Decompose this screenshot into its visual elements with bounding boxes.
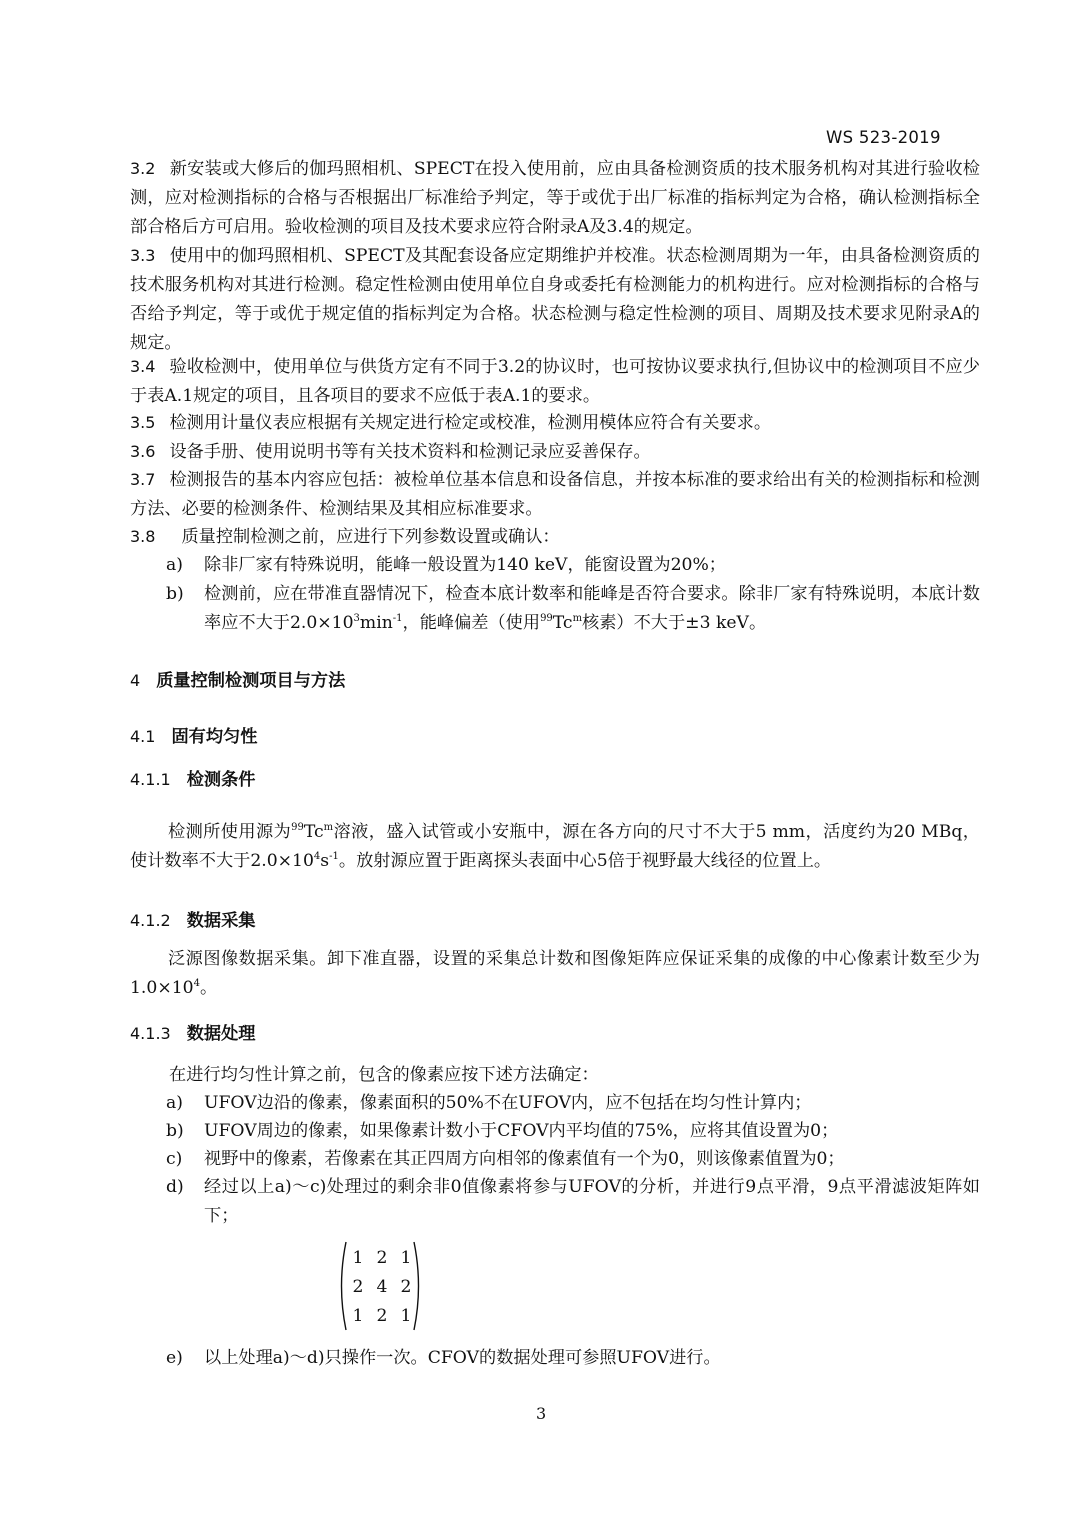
matrix-cell: 1 bbox=[400, 1306, 412, 1326]
matrix-row bbox=[348, 1302, 416, 1331]
section-heading-4-1-2 bbox=[130, 906, 255, 931]
clause-3-4 bbox=[130, 352, 980, 411]
section-heading-4-1-3 bbox=[130, 1019, 255, 1044]
clause-text: 质量控制检测之前，应进行下列参数设置或确认： bbox=[181, 527, 560, 547]
matrix-cell: 2 bbox=[352, 1277, 364, 1297]
matrix-cell: 1 bbox=[400, 1248, 412, 1268]
section-number: 4.1 bbox=[130, 727, 156, 746]
section-heading-4 bbox=[130, 666, 345, 691]
clause-number: 3.3 bbox=[130, 246, 156, 265]
section-number: 4.1.2 bbox=[130, 911, 171, 930]
list-item-text: 检测前，应在带准直器情况下，检查本底计数率和能峰是否符合要求。除非厂家有特殊说明，本底计数率应不大于$2.0\times 10^3\min^{-1}$，能峰偏差（使用$^{99}$Tc$^m$核素）不大于±3 keV。 bbox=[204, 584, 980, 633]
paragraph-4-1-3-intro: 在进行均匀性计算之前，包含的像素应按下述方法确定： bbox=[169, 1065, 599, 1085]
clause-text: 新安装或大修后的伽玛照相机、SPECT在投入使用前，应由具备检测资质的技术服务机构对其进行验收检测，应对检测指标的合格与否根据出厂标准给予判定，等于或优于出厂标准的指标判定为合格，确认检测指标全部合格后方可启用。验收检测的项目及技术要求应符合附录A及3.4的规定。 bbox=[130, 159, 980, 237]
matrix-cell: 1 bbox=[352, 1248, 364, 1268]
list-item-label: e) bbox=[166, 1348, 183, 1368]
list-item-label: d) bbox=[166, 1177, 184, 1197]
page-number: 3 bbox=[536, 1404, 547, 1423]
list-item-text: 除非厂家有特殊说明，能峰一般设置为140 keV，能窗设置为20%； bbox=[204, 555, 726, 575]
section-number: 4.1.3 bbox=[130, 1024, 171, 1043]
matrix-cell: 2 bbox=[376, 1248, 388, 1268]
clause-3-3 bbox=[130, 241, 980, 358]
clause-3-8 bbox=[130, 522, 980, 552]
paragraph-4-1-1: 检测所使用源为$^{99}$Tc$^m$溶液，盛入试管或小安瓶中，源在各方向的尺寸不大于5 mm，活度约为20 MBq，使计数率不大于$2.0\times 10^4s^{-1}$。放射源应置于距离探头表面中心5倍于视野最大线径的位置上。 bbox=[130, 822, 980, 871]
list-item bbox=[166, 1173, 980, 1231]
clause-number: 3.5 bbox=[130, 413, 156, 432]
section-heading-4-1 bbox=[130, 722, 257, 747]
clause-3-2 bbox=[130, 154, 980, 242]
standard-code: WS 523-2019 bbox=[826, 128, 941, 147]
section-title: 数据采集 bbox=[186, 911, 256, 931]
section-number: 4.1.1 bbox=[130, 770, 171, 789]
matrix-cell: 2 bbox=[376, 1306, 388, 1326]
clause-number: 3.7 bbox=[130, 470, 156, 489]
section-heading-4-1-1 bbox=[130, 765, 255, 790]
section-title: 质量控制检测项目与方法 bbox=[156, 671, 346, 691]
list-item bbox=[166, 580, 980, 638]
section-title: 固有均匀性 bbox=[171, 727, 258, 747]
clause-number: 3.6 bbox=[130, 442, 156, 461]
list-item-text: 视野中的像素，若像素在其正四周方向相邻的像素值有一个为0，则该像素值置为0； bbox=[204, 1149, 845, 1169]
clause-3-5 bbox=[130, 408, 980, 438]
matrix-cell: 2 bbox=[400, 1277, 412, 1297]
list-item-label: a) bbox=[166, 555, 183, 575]
clause-number: 3.8 bbox=[130, 527, 156, 546]
section-title: 数据处理 bbox=[186, 1024, 256, 1044]
clause-text: 检测用计量仪表应根据有关规定进行检定或校准，检测用模体应符合有关要求。 bbox=[169, 413, 772, 433]
matrix-row bbox=[348, 1244, 416, 1273]
list-item-label: b) bbox=[166, 584, 184, 604]
clause-text: 验收检测中，使用单位与供货方定有不同于3.2的协议时，也可按协议要求执行,但协议中的检测项目不应少于表A.1规定的项目，且各项目的要求不应低于表A.1的要求。 bbox=[130, 357, 980, 406]
list-item-label: b) bbox=[166, 1121, 184, 1141]
matrix-grid bbox=[348, 1244, 416, 1331]
clause-3-6 bbox=[130, 437, 980, 467]
list-item-text: UFOV边沿的像素，像素面积的50%不在UFOV内，应不包括在均匀性计算内； bbox=[204, 1093, 812, 1113]
matrix-cell: 4 bbox=[376, 1277, 388, 1297]
clause-number: 3.4 bbox=[130, 357, 156, 376]
clause-text: 设备手册、使用说明书等有关技术资料和检测记录应妥善保存。 bbox=[169, 442, 651, 462]
clause-text: 使用中的伽玛照相机、SPECT及其配套设备应定期维护并校准。状态检测周期为一年，由具备检测资质的技术服务机构对其进行检测。稳定性检测由使用单位自身或委托有检测能力的机构进行。应对检测指标的合格与否给予判定，等于或优于规定值的指标判定为合格。状态检测与稳定性检测的项目、周期及技术要求见附录A的规定。 bbox=[130, 246, 980, 353]
matrix-cell: 1 bbox=[352, 1306, 364, 1326]
list-item-text: 以上处理a)～d)只操作一次。CFOV的数据处理可参照UFOV进行。 bbox=[204, 1348, 721, 1368]
smoothing-filter-matrix bbox=[334, 1240, 426, 1332]
clause-text: 检测报告的基本内容应包括：被检单位基本信息和设备信息，并按本标准的要求给出有关的检测指标和检测方法、必要的检测条件、检测结果及其相应标准要求。 bbox=[130, 470, 980, 519]
list-item-label: a) bbox=[166, 1093, 183, 1113]
section-number: 4 bbox=[130, 671, 141, 690]
list-item-label: c) bbox=[166, 1149, 183, 1169]
paragraph-4-1-2: 泛源图像数据采集。卸下准直器，设置的采集总计数和图像矩阵应保证采集的成像的中心像素计数至少为$1.0\times 10^4$。 bbox=[130, 949, 980, 998]
matrix-row bbox=[348, 1273, 416, 1302]
clause-3-7 bbox=[130, 465, 980, 524]
list-item-text: 经过以上a)～c)处理过的剩余非0值像素将参与UFOV的分析，并进行9点平滑，9点平滑滤波矩阵如下； bbox=[204, 1177, 980, 1226]
section-title: 检测条件 bbox=[186, 770, 256, 790]
list-item-text: UFOV周边的像素，如果像素计数小于CFOV内平均值的75%，应将其值设置为0； bbox=[204, 1121, 839, 1141]
clause-number: 3.2 bbox=[130, 159, 156, 178]
